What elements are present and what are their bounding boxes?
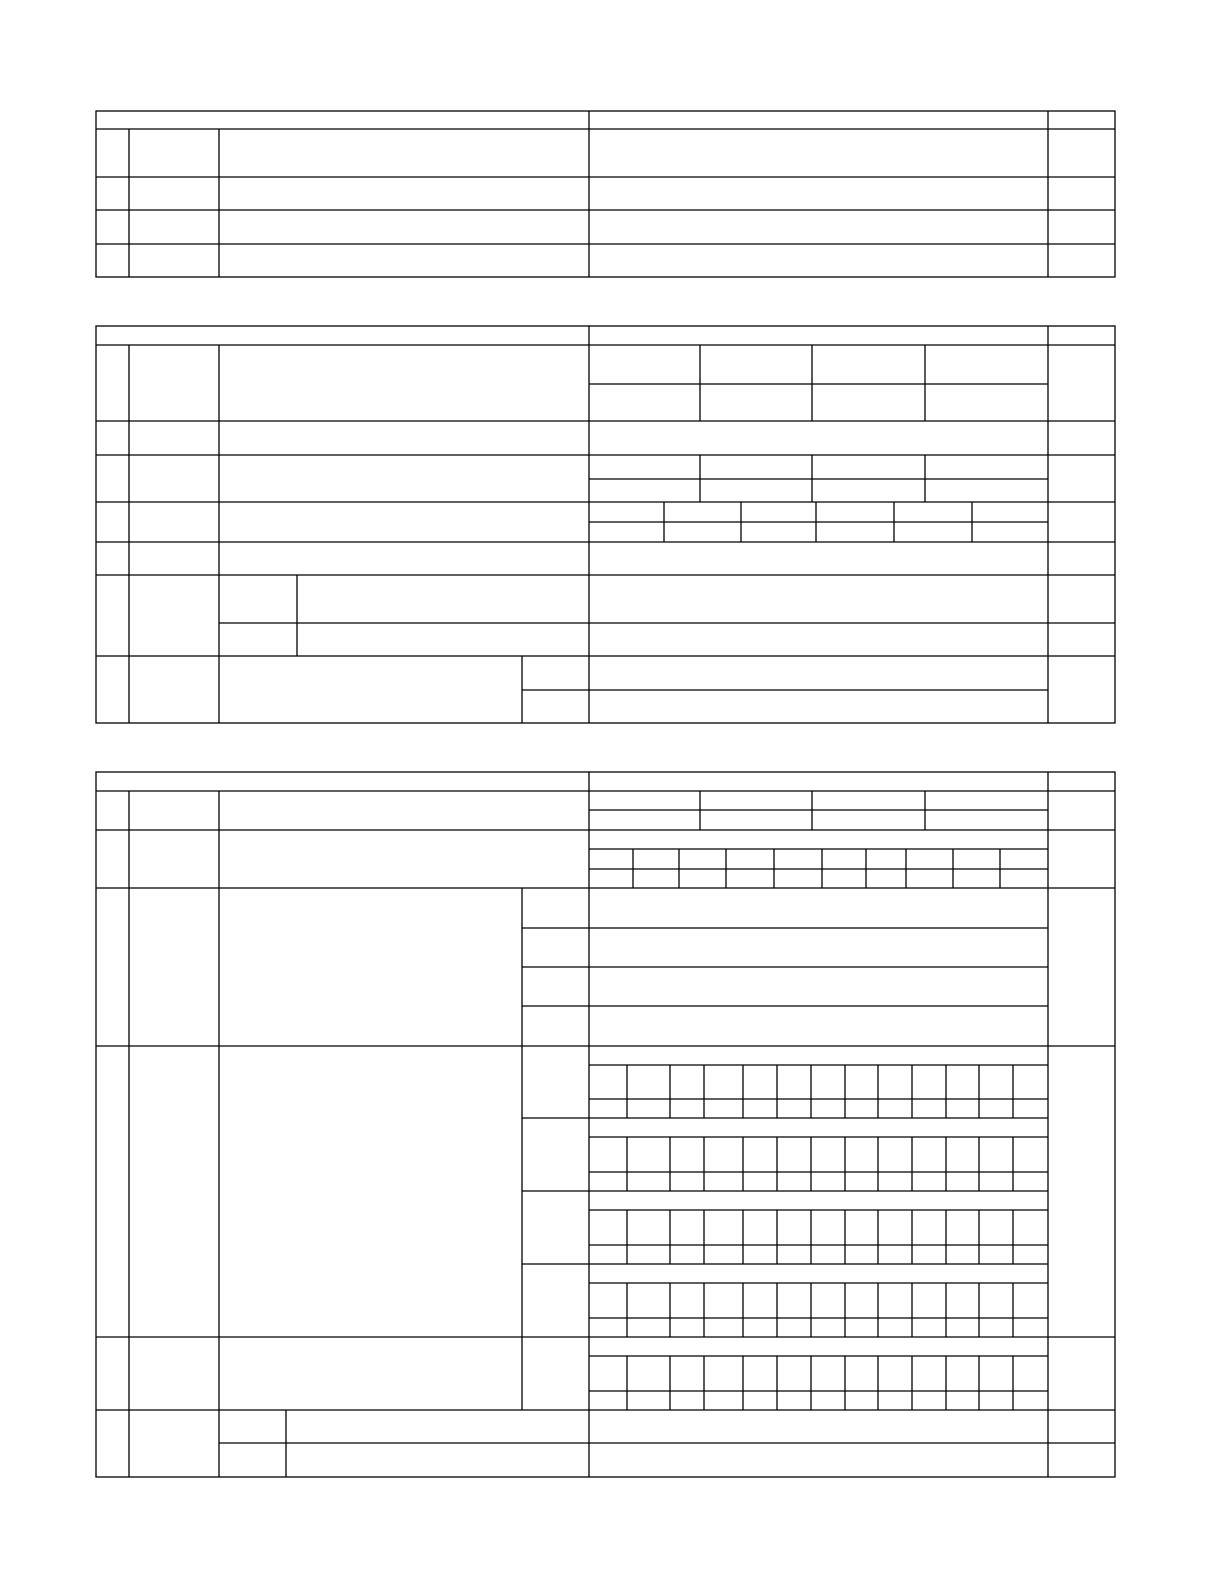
form-table-1	[96, 111, 1115, 277]
table-border	[96, 111, 1115, 277]
form-table-2	[96, 326, 1115, 723]
form-table-3	[96, 772, 1115, 1477]
table-border	[96, 772, 1115, 1477]
table-border	[96, 326, 1115, 723]
